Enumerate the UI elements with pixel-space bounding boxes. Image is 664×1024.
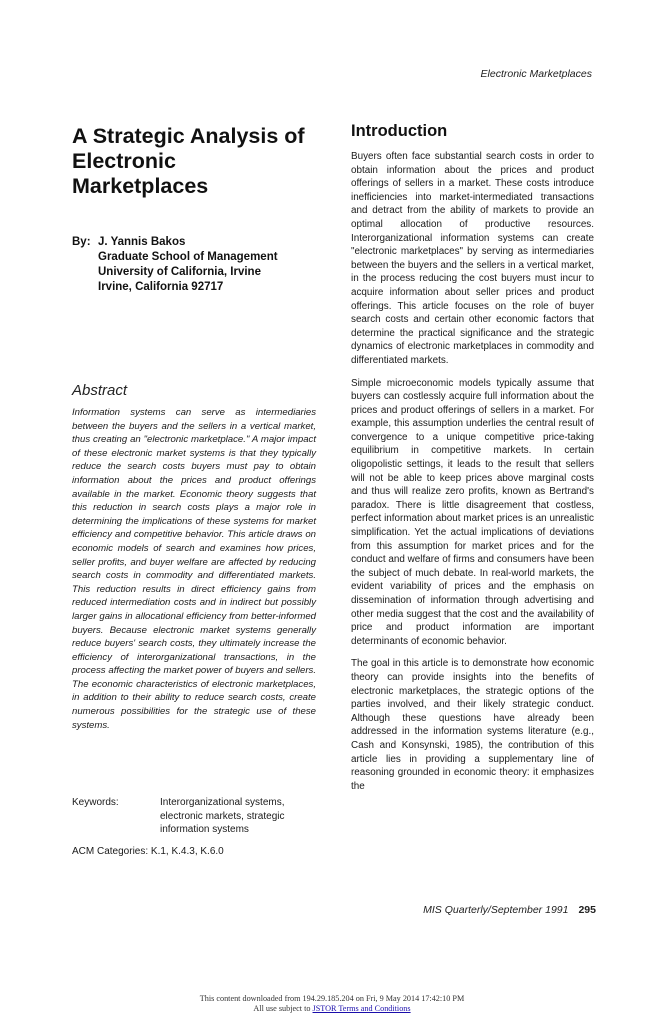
author-block: [72, 235, 316, 295]
introduction-heading: Introduction: [351, 122, 448, 140]
page-footer: [423, 904, 596, 916]
author-label: By:: [72, 236, 91, 248]
terms-line: [0, 1004, 664, 1014]
introduction-section: [351, 122, 594, 802]
introduction-paragraph-1: Buyers often face substantial search costs in order to obtain information about the prices and product offerings of sellers in a market. These costs introduce inefficiencies into market-intermediated transactions and detract from the ability of markets to provide an optimal allocation of productive resources. Interorganizational information systems can create "electronic marketplaces" by serving as intermediaries between the buyers and the sellers in a vertical market, in the process reducing the cost buyers must incur to acquire information about seller prices and product offerings. This article focuses on the role of buyer search costs and certain other economic factors that determine the practical significance and the strategic dynamics of electronic marketplaces in commodity and differentiated markets.: [351, 151, 594, 366]
terms-prefix: All use subject to: [253, 1004, 313, 1013]
keywords-text: Interorganizational systems, electronic markets, strategic information systems: [160, 797, 285, 836]
introduction-paragraph-3: The goal in this article is to demonstrate how economic theory can provide insights into the benefits of electronic marketplaces, the strategic options of the parties involved, and their likely strategic conduct. Although these questions have already been addressed in the information systems literature (e.g., Cash and Konsynski, 1985), the contribution of this article lies in providing a supplementary line of reasoning grounded in economic theory: it emphasizes the: [351, 658, 594, 792]
left-column-header: [72, 122, 316, 295]
article-title: A Strategic Analysis of Electronic Marketplaces: [72, 124, 305, 198]
abstract-heading: Abstract: [72, 382, 128, 399]
author-affiliation-1: Graduate School of Management: [98, 251, 278, 263]
page-number: 295: [578, 904, 596, 916]
introduction-paragraph-2: Simple microeconomic models typically assume that buyers can costlessly acquire full information about the prices and product offerings of sellers in a market. For example, this assumption underlies the central result of convergence to a unique competitive price-taking equilibrium in competitive markets. In certain oligopolistic settings, it leads to the result that sellers will not be able to keep prices above marginal costs and thus will realize zero profits, known as Bertrand's paradox. There is little disagreement that costless, perfect information about market prices is an unrealistic simplification. Yet the actual implications of deviations from this assumption for market prices and for the conduct and welfare of firms and consumers have been the subject of much debate. In real-world markets, the evident variability of prices and the emphasis on dissemination of information through advertising and other media suggest that the cost and the availability of price and product information are important determinants of economic behavior.: [351, 377, 594, 647]
acm-categories: ACM Categories: K.1, K.4.3, K.6.0: [72, 846, 224, 857]
keywords-label: Keywords:: [72, 797, 119, 808]
download-notice: [0, 994, 664, 1014]
running-head: Electronic Marketplaces: [480, 68, 592, 80]
author-affiliation-3: Irvine, California 92717: [98, 281, 224, 293]
author-name: J. Yannis Bakos: [98, 236, 186, 248]
jstor-terms-link[interactable]: JSTOR Terms and Conditions: [312, 1004, 411, 1013]
download-line: This content downloaded from 194.29.185.204 on Fri, 9 May 2014 17:42:10 PM: [199, 994, 465, 1003]
abstract-text: Information systems can serve as intermediaries between the buyers and the sellers in a vertical market, thus creating an "electronic marketplace." A major impact of these electronic market systems is that they typically reduce the search costs buyers must pay to obtain information about the prices and product offerings available in the market. Economic theory suggests that this reduction in search costs plays a major role in determining the implications of these systems for market efficiency and competitive behavior. This article draws on economic models of search and examines how prices, seller profits, and buyer welfare are affected by reducing search costs in commodity and differentiated markets. This reduction results in direct efficiency gains from reduced intermediation costs and in indirect but possibly larger gains in allocational efficiency from better-informed buyers. Because electronic market systems generally reduce buyers' search costs, they ultimately increase the efficiency of interorganizational transactions, in the process affecting the market power of buyers and sellers. The economic characteristics of electronic marketplaces, in addition to their ability to reduce search costs, create numerous possibilities for the strategic use of these systems.: [72, 407, 316, 731]
journal-issue: MIS Quarterly/September 1991: [423, 904, 569, 916]
author-affiliation-2: University of California, Irvine: [98, 266, 261, 278]
author-details: [98, 235, 278, 295]
keywords: [72, 796, 316, 837]
